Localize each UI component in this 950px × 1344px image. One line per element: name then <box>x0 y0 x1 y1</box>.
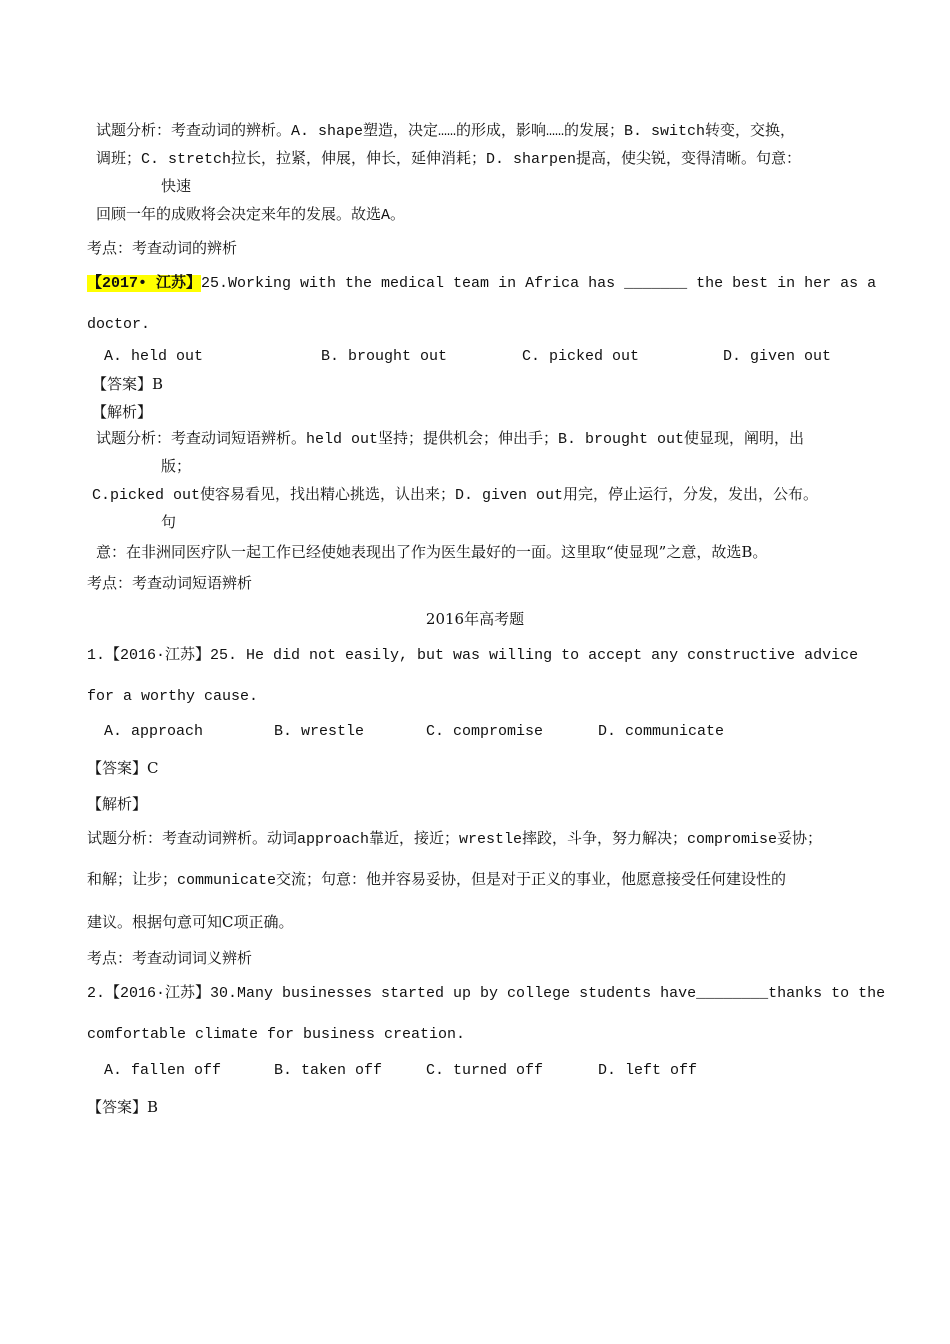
analysis-line: 试题分析：考查动词辨析。动词approach靠近，接近；wrestle摔跤，斗争，努力解决；compromise妥协； <box>87 831 823 848</box>
option-a: A. approach <box>104 723 204 740</box>
kaodian: 考点：考查动词词义辨析 <box>87 949 253 967</box>
question-1-stem: 1.【2016·江苏】25. He did not easily, but was willing to accept any constructive advice <box>87 647 859 664</box>
option-b: B. brought out <box>321 348 448 365</box>
jiexi-heading: 【解析】 <box>87 795 148 813</box>
question-2-stem: 2.【2016·江苏】30.Many businesses started up by college students have________thanks to the <box>87 985 886 1002</box>
option-b: B. wrestle <box>274 723 365 740</box>
question-2017-stem <box>87 274 876 294</box>
option-b: B. taken off <box>274 1062 383 1079</box>
analysis-line: 回顾一年的成败将会决定来年的发展。故选A。 <box>96 207 406 224</box>
option-d: D. left off <box>598 1062 698 1079</box>
answer: 【答案】B <box>87 1098 159 1116</box>
source-tag-highlight: 【2017• 江苏】 <box>87 275 202 292</box>
option-a: A. held out <box>104 348 204 365</box>
kaodian: 考点：考查动词的辨析 <box>87 239 238 257</box>
analysis-line: 版； <box>161 459 192 476</box>
option-d: D. given out <box>723 348 832 365</box>
option-c: C. compromise <box>426 723 544 740</box>
option-c: C. picked out <box>522 348 640 365</box>
analysis-line: 试题分析：考查动词的辨析。A. shape塑造，决定……的形成，影响……的发展；B. switch转变，交换， <box>96 123 796 140</box>
option-c: C. turned off <box>426 1062 544 1079</box>
analysis-line: C.picked out使容易看见，找出精心挑选，认出来；D. given out用完，停止运行，分发，发出，公布。 <box>92 487 819 504</box>
answer: 【答案】B <box>92 375 164 393</box>
answer: 【答案】C <box>87 759 159 777</box>
analysis-line: 建议。根据句意可知C项正确。 <box>87 913 294 931</box>
kaodian: 考点：考查动词短语辨析 <box>87 574 253 592</box>
section-title: 2016年高考题 <box>425 610 525 628</box>
analysis-line: 调班；C. stretch拉长，拉紧，伸展，伸长，延伸消耗；D. sharpen提高，使尖锐，变得清晰。句意： <box>96 151 802 168</box>
analysis-line: 和解；让步；communicate交流；句意：他并容易妥协，但是对于正义的事业，他愿意接受任何建设性的 <box>87 872 787 889</box>
question-stem-text: 25.Working with the medical team in Africa has _______ the best in her as a <box>201 275 877 292</box>
analysis-line: 快速 <box>161 179 192 196</box>
jiexi-heading: 【解析】 <box>92 403 153 421</box>
question-stem-cont: doctor. <box>87 316 151 333</box>
option-a: A. fallen off <box>104 1062 222 1079</box>
analysis-line: 意：在非洲同医疗队一起工作已经使她表现出了作为医生最好的一面。这里取“使显现”之意，故选B。 <box>96 543 768 561</box>
question-stem-cont: for a worthy cause. <box>87 688 259 705</box>
question-stem-cont: comfortable climate for business creation. <box>87 1026 466 1043</box>
option-d: D. communicate <box>598 723 725 740</box>
analysis-line: 试题分析：考查动词短语辨析。held out坚持；提供机会；伸出手；B. brought out使显现，阐明，出 <box>96 431 805 448</box>
analysis-line: 句 <box>161 515 177 532</box>
